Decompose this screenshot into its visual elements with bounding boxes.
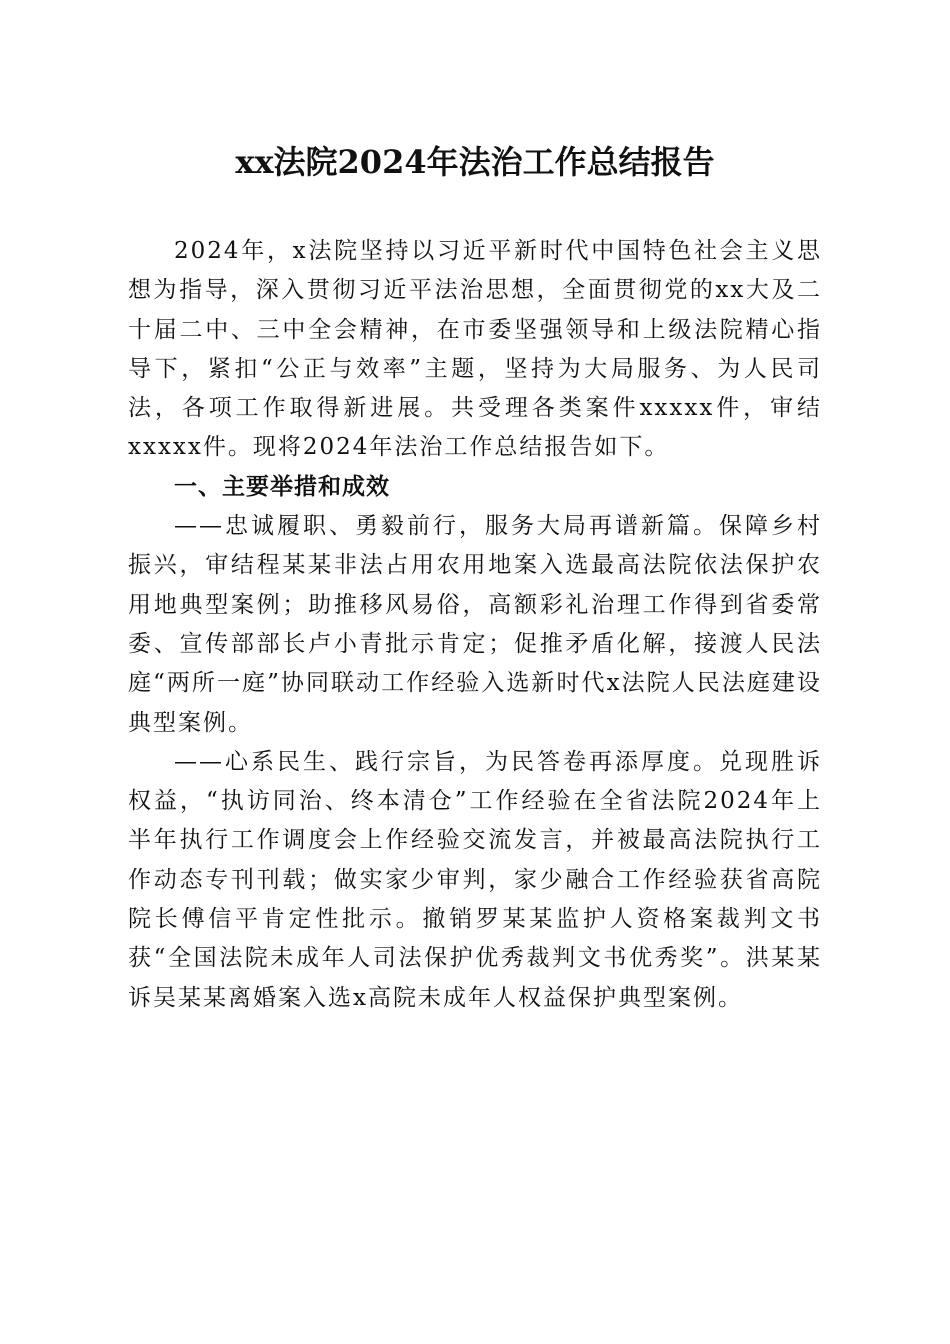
section-heading: 一、主要举措和成效 bbox=[174, 473, 390, 500]
document-body bbox=[128, 232, 822, 1018]
section-paragraph: ——心系民生、践行宗旨，为民答卷再添厚度。兑现胜诉权益，“执访同治、终本清仓”工作经验在全省法院2024年上半年执行工作调度会上作经验交流发言，并被最高法院执行工作动态专刊刊载；做实家少审判，家少融合工作经验获省高院院长傅信平肯定性批示。撤销罗某某监护人资格案裁判文书获“全国法院未成年人司法保护优秀裁判文书优秀奖”。洪某某诉吴某某离婚案入选x高院未成年人权益保护典型案例。 bbox=[128, 748, 822, 1011]
section-paragraph: ——忠诚履职、勇毅前行，服务大局再谱新篇。保障乡村振兴，审结程某某非法占用农用地案入选最高法院依法保护农用地典型案例；助推移风易俗，高额彩礼治理工作得到省委常委、宣传部部长卢小青批示肯定；促推矛盾化解，接渡人民法庭“两所一庭”协同联动工作经验入选新时代x法院人民法庭建设典型案例。 bbox=[128, 513, 822, 736]
document-title: xx法院2024年法治工作总结报告 bbox=[235, 143, 715, 181]
intro-paragraph: 2024年，x法院坚持以习近平新时代中国特色社会主义思想为指导，深入贯彻习近平法治思想，全面贯彻党的xx大及二十届二中、三中全会精神，在市委坚强领导和上级法院精心指导下，紧扣“公正与效率”主题，坚持为大局服务、为人民司法，各项工作取得新进展。共受理各类案件xxxxx件，审结xxxxx件。现将2024年法治工作总结报告如下。 bbox=[128, 238, 822, 461]
